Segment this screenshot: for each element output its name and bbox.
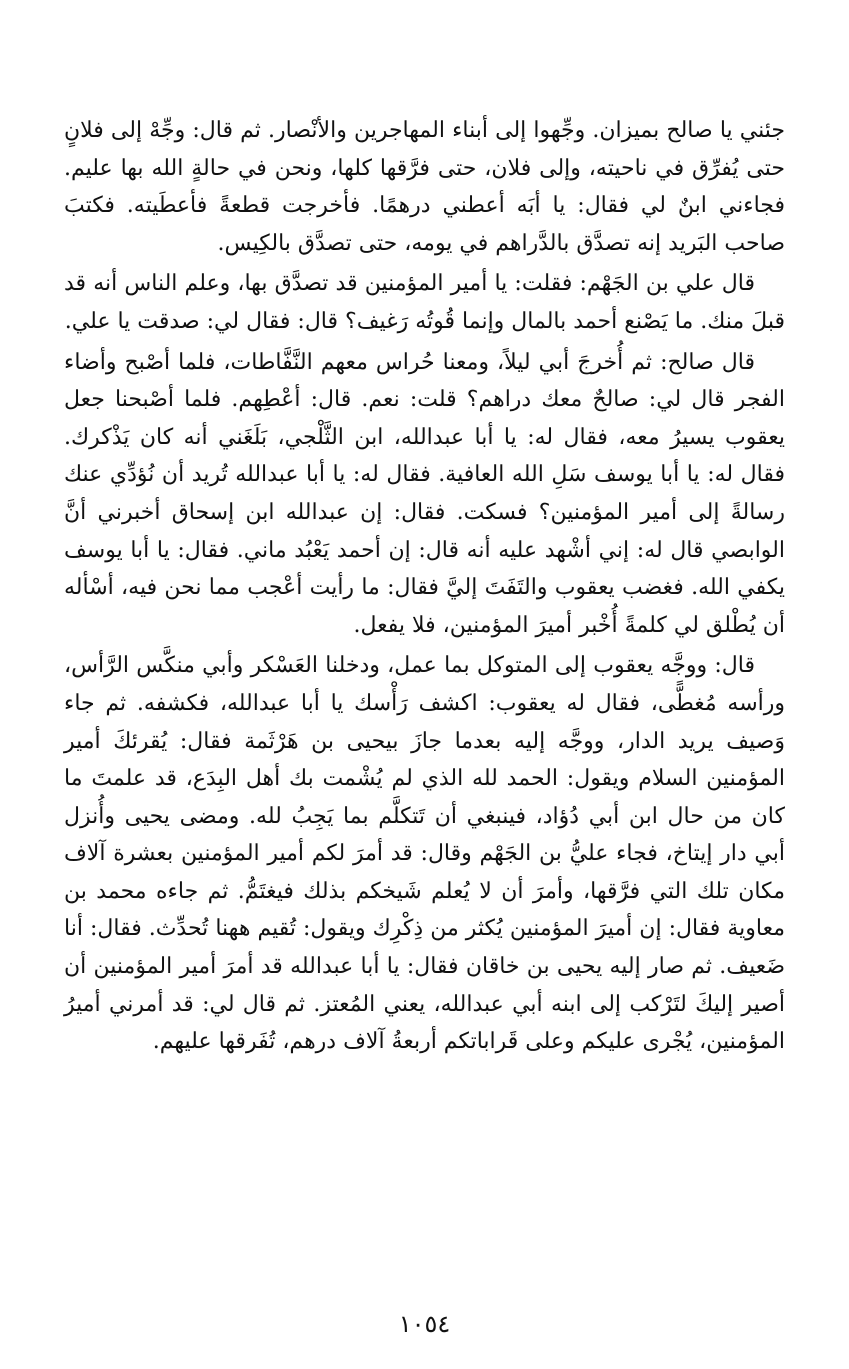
paragraph-1: جئني يا صالح بميزان. وجِّهوا إلى أبناء المهاجرين والأنْصار. ثم قال: وجِّهْ إلى فلانٍ حتى يُفرِّق في ناحيته، وإلى فلان، حتى فرَّقها كلها، ونحن في حالةٍ الله بها عليم. فجاءني ابنٌ لي فقال: يا أبَه أعطني درهمًا. فأخرجت قطعةً فأعطَيته. فكتبَ صاحب البَريد إنه تصدَّق بالدَّراهم في يومه، حتى تصدَّق بالكِيس. [64,118,785,256]
paragraph-2: قال علي بن الجَهْم: فقلت: يا أمير المؤمنين قد تصدَّق بها، وعلم الناس أنه قد قبلَ منك. ما يَصْنع أحمد بالمال وإنما قُوتُه رَغيف؟ قال: فقال لي: صدقت يا علي. [64,271,785,334]
body-text [64,112,785,1061]
page-number: ١٠٥٤ [398,1310,451,1338]
paragraph-3: قال صالح: ثم أُخرجَ أبي ليلاً، ومعنا حُراس معهم النَّفَّاطات، فلما أصْبح وأضاء الفجر قال لي: صالحٌ معك دراهم؟ قلت: نعم. قال: أعْطِهم. فلما أصْبحنا جعل يعقوب يسيرُ معه، فقال له: يا أبا عبدالله، ابن الثَّلْجي، بَلَغَني أنه كان يَذْكرك. فقال له: يا أبا يوسف سَلِ الله العافية. فقال له: يا أبا عبدالله تُريد أن نُؤدِّي عنك رسالةً إلى أمير المؤمنين؟ فسكت. فقال: إن عبدالله ابن إسحاق أخبرني أنَّ الوابصي قال له: إني أشْهد عليه أنه قال: إن أحمد يَعْبُد ماني. فقال: يا أبا يوسف يكفي الله. فغضب يعقوب والتَفَتَ إليَّ فقال: ما رأيت أعْجب مما نحن فيه، أسْأله أن يُطْلق لي كلمةً أُخْبر أميرَ المؤمنين، فلا يفعل. [64,349,785,638]
paragraph-4: قال: ووجَّه يعقوب إلى المتوكل بما عمل، ودخلنا العَسْكر وأبي منكَّس الرَّأس، ورأسه مُغطًّى، فقال له يعقوب: اكشف رَأْسك يا أبا عبدالله، فكشفه. ثم جاء وَصيف يريد الدار، ووجَّه إليه بعدما جازَ بيحيى بن هَرْثَمة فقال: يُقرئكَ أمير المؤمنين السلام ويقول: الحمد لله الذي لم يُشْمت بك أهل البِدَع، قد علمتَ ما كان من حال ابن أبي دُؤاد، فينبغي أن تَتكلَّم بما يَجِبُ لله. ومضى يحيى وأُنزل أبي دار إيتاخ، فجاء عليُّ بن الجَهْم وقال: قد أمرَ لكم أمير المؤمنين بعشرة آلاف مكان تلك التي فرَّقها، وأمرَ أن لا يُعلم شَيخكم بذلك فيغتَمُّ. ثم جاءه محمد بن معاوية فقال: إن أميرَ المؤمنين يُكثر من ذِكْرِك ويقول: تُقيم ههنا تُحدِّث. فقال: أنا ضَعيف. ثم صار إليه يحيى بن خاقان فقال: يا أبا عبدالله قد أمرَ أمير المؤمنين أن أصير إليكَ لتَرْكب إلى ابنه أبي عبدالله، يعني المُعتز. ثم قال لي: قد أمرني أميرُ المؤمنين، يُجْرى عليكم وعلى قَراباتكم أربعةُ آلاف درهم، تُفَرقها عليهم. [64,653,785,1055]
